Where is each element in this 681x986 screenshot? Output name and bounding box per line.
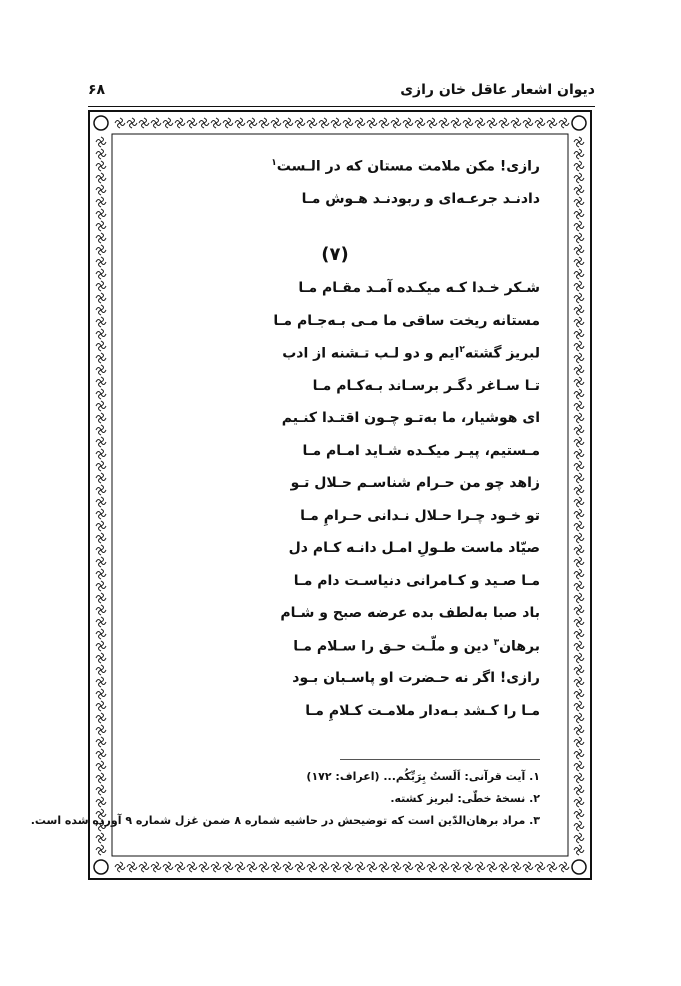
footnote-2: ۲. نسخهٔ خطّی: لبریز کشته. (390, 792, 540, 805)
ornamental-border-frame (88, 110, 592, 880)
verse-line-13: رازی! اگر نه حـضرت او پاسـبان بـود (292, 670, 540, 686)
verse-line-14: مـا را کـشد بـه‌دار ملامـت کـلامِ مـا (305, 702, 540, 719)
verse-line-4: تـا سـاغر دگـر برسـاند بـه‌کـام مـا (312, 377, 540, 394)
verse-line-3: لبریز گشته$^۲$ایم و دو لـب تـشنه از ادب (282, 345, 540, 362)
poem-number-title: (۷) (321, 244, 349, 265)
verse-line-8: تو خـود چـرا حـلال نـدانی حـرامِ مـا (300, 507, 540, 524)
footnote-1: ۱. آیت قرآنی: اَلَستُ بِرَبِّکُم... (اعراف: ۱۷۲) (306, 770, 540, 783)
verse-line-1: شـکر خـدا کـه میکـده آمـد مقـام مـا (298, 280, 540, 296)
page-number: ۶۸ (88, 82, 106, 98)
footnote-3: ۳. مراد برهان‌الدّین است که توضیحش در حاشیه شماره ۸ ضمن غزل شماره ۹ آورده شده است. (30, 814, 540, 827)
verse-line-7: زاهد چو من حـرام شناسـم حـلال تـو (290, 475, 540, 491)
ornament-pattern (90, 112, 590, 878)
verse-line-9: صیّاد ماست طـولِ امـل دانـه کـام دل (288, 540, 540, 556)
verse-line-top-1: رازی! مکن ملامت مستان که در الـست$^۱$ (271, 158, 540, 175)
verse-line-5: ای هوشیار، ما به‌تـو چـون اقتـدا کنـیم (281, 410, 540, 426)
verse-line-top-2: دادنـد جرعـه‌ای و ربودنـد هـوش مـا (301, 191, 540, 207)
verse-line-12: برهان$^۳$ دین و ملّـت حـق را سـلام مـا (293, 637, 540, 655)
running-header (88, 78, 595, 107)
verse-line-11: باد صبا به‌لطف بده عرضه صبح و شـام (280, 605, 540, 621)
verse-line-6: مـستیم، پیـر میکـده شـاید امـام مـا (302, 442, 540, 459)
footnote-separator (340, 759, 540, 760)
verse-line-2: مستانه ریخت ساقی ما مـی بـه‌جـام مـا (273, 312, 540, 329)
book-title: دیوان اشعار عاقل خان رازی (400, 82, 595, 98)
verse-line-10: مـا صـید و کـامرانی دنیاسـت دام مـا (293, 572, 540, 589)
